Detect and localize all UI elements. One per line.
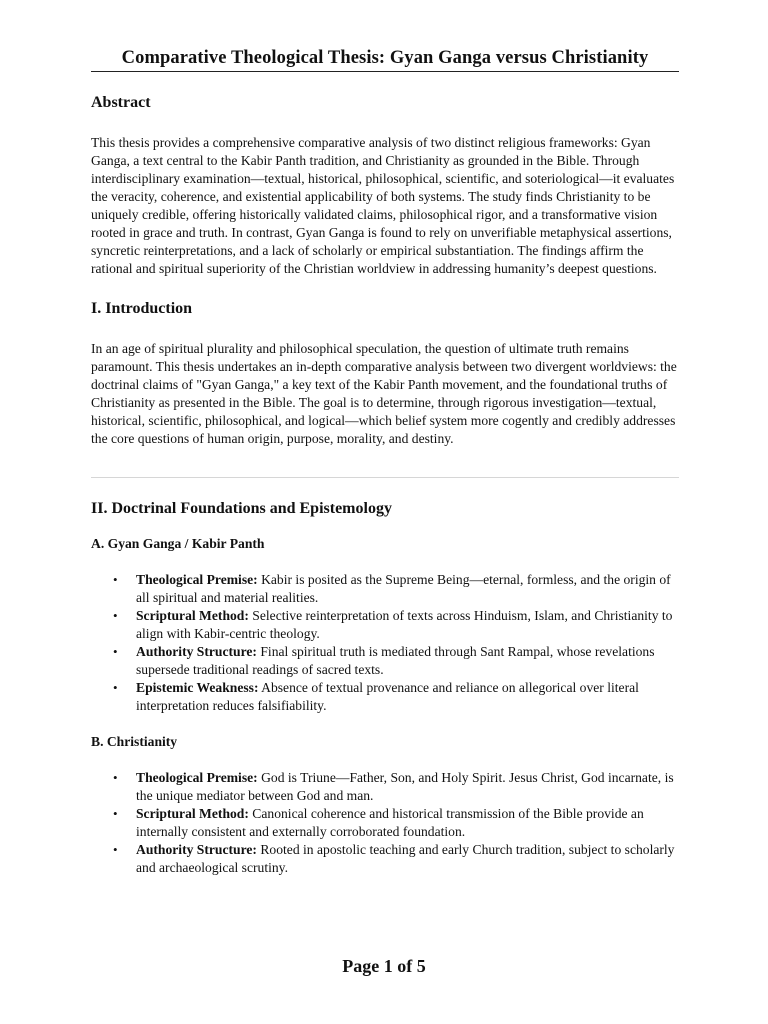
list-item-label: Scriptural Method:	[136, 806, 249, 821]
subsection-b-heading: B. Christianity	[91, 734, 178, 749]
list-item	[91, 841, 679, 877]
list-item-label: Authority Structure:	[136, 644, 257, 659]
list-item	[91, 769, 679, 805]
title-block	[91, 46, 679, 72]
bullet-icon: •	[113, 842, 118, 857]
list-item	[91, 607, 679, 643]
list-item-label: Scriptural Method:	[136, 608, 249, 623]
abstract-heading: Abstract	[91, 94, 151, 111]
document-title: Comparative Theological Thesis: Gyan Ganga versus Christianity	[121, 48, 649, 68]
introduction-paragraph: In an age of spiritual plurality and philosophical speculation, the question of ultimate truth remains paramount. This thesis undertakes an in-depth comparative analysis between two divergent worldviews: the doctrinal claims of "Gyan Ganga," a key text of the Kabir Panth movement, and the foundational truths of Christianity as presented in the Bible. The goal is to determine, through rigorous investigation—textual, historical, scientific, philosophical, and logical—which belief system more cogently and credibly addresses the core questions of human origin, purpose, morality, and destiny.	[91, 341, 677, 446]
bullet-icon: •	[113, 572, 118, 587]
list-item-text: God is Triune—Father, Son, and Holy Spirit. Jesus Christ, God incarnate, is the unique mediator between God and man.	[136, 770, 674, 803]
list-item-text: Kabir is posited as the Supreme Being—eternal, formless, and the origin of all spiritual and material realities.	[136, 572, 671, 605]
bullet-icon: •	[113, 680, 118, 695]
list-item	[91, 643, 679, 679]
bullet-icon: •	[113, 644, 118, 659]
section-2-heading: II. Doctrinal Foundations and Epistemology	[91, 500, 392, 517]
bullet-icon: •	[113, 770, 118, 785]
list-item	[91, 805, 679, 841]
document-body	[91, 93, 679, 877]
subsection-a-list	[91, 571, 679, 715]
page-number: Page 1 of 5	[342, 956, 426, 976]
list-item-text: Canonical coherence and historical transmission of the Bible provide an internally consistent and externally corroborated foundation.	[136, 806, 644, 839]
subsection-b-list	[91, 769, 679, 877]
list-item	[91, 679, 679, 715]
introduction-heading: I. Introduction	[91, 300, 193, 317]
bullet-icon: •	[113, 608, 118, 623]
list-item-label: Theological Premise:	[136, 572, 258, 587]
abstract-paragraph: This thesis provides a comprehensive comparative analysis of two distinct religious frameworks: Gyan Ganga, a text central to the Kabir Panth tradition, and Christianity as grounded in the Bible. Through interdisciplinary examination—textual, historical, philosophical, scientific, and soteriological—it evaluates the veracity, coherence, and existential applicability of both systems. The study finds Christianity to be uniquely credible, offering historically validated claims, philosophical rigor, and a transformative vision rooted in grace and truth. In contrast, Gyan Ganga is found to rely on unverifiable metaphysical assertions, syncretic reinterpretations, and a lack of scholarly or empirical substantiation. The findings affirm the rational and spiritual superiority of the Christian worldview in addressing humanity’s deepest questions.	[91, 135, 675, 276]
bullet-icon: •	[113, 806, 118, 821]
list-item-label: Theological Premise:	[136, 770, 258, 785]
list-item-text: Rooted in apostolic teaching and early Church tradition, subject to scholarly and archaeological scrutiny.	[136, 842, 675, 875]
subsection-a-heading: A. Gyan Ganga / Kabir Panth	[91, 536, 265, 551]
list-item-text: Selective reinterpretation of texts across Hinduism, Islam, and Christianity to align with Kabir-centric theology.	[136, 608, 673, 641]
list-item-label: Authority Structure:	[136, 842, 257, 857]
list-item-label: Epistemic Weakness:	[136, 680, 259, 695]
list-item-text: Absence of textual provenance and reliance on allegorical over literal interpretation reduces falsifiability.	[136, 680, 639, 713]
list-item	[91, 571, 679, 607]
list-item-text: Final spiritual truth is mediated through Sant Rampal, whose revelations supersede traditional readings of sacred texts.	[136, 644, 655, 677]
